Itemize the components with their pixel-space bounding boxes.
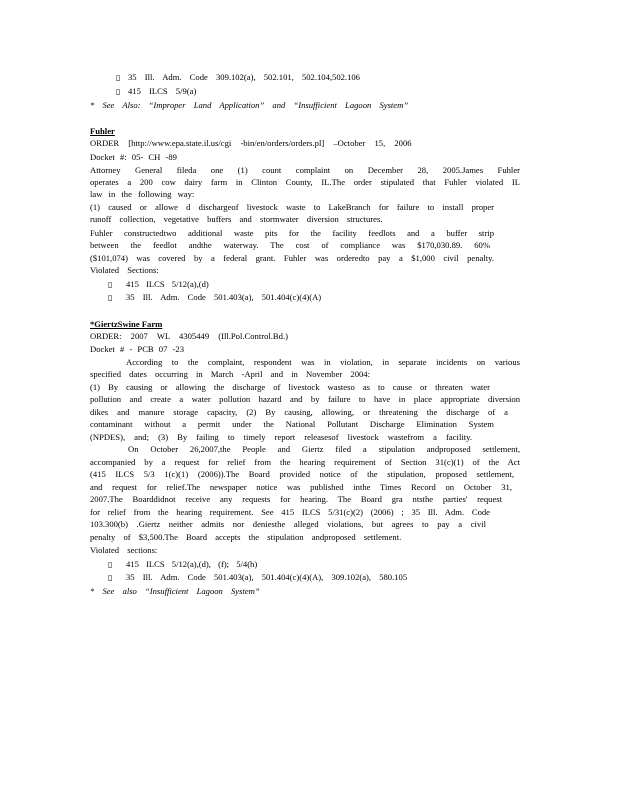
body-line: contaminant without a permit under the National Pollutant Discharge Elimination System <box>90 419 494 429</box>
body-line: ($101,074) was covered by a federal grant. Fuhler was orderedto pay a $1,000 civil penalty. <box>90 253 494 263</box>
body-line: dikes and manure storage capacity, (2) By causing, allowing, or threatening the discharge of a <box>90 407 508 417</box>
body-line: pollution and create a water pollution hazard and by failure to have in place appropriate diversion <box>90 394 520 404</box>
body-line: penalty of $3,500.The Board accepts the stipulation andproposed settlement. <box>90 532 402 542</box>
case-docket: Docket # - PCB 07 -23 <box>90 344 185 354</box>
case-heading: Fuhler <box>90 126 115 136</box>
citation-line: 415 ILCS 5/12(a),(d), (f); 5/4(h) <box>126 559 258 569</box>
body-line: for relief from the hearing requirement. See 415 ILCS 5/31(c)(2) (2006) ; 35 Ill. Adm. Code <box>90 507 490 517</box>
citation-line: 415 ILCS 5/9(a) <box>128 86 197 96</box>
body-line: accompanied by a request for relief from the hearing requirement of Section 31(c)(1) of the Act <box>90 457 520 467</box>
bullet-icon: ▯ <box>116 87 121 96</box>
body-line: and request for relief.The newspaper notice was published inthe Times Record on October 31, <box>90 482 512 492</box>
body-line: 103.300(b) .Giertz neither admits nor deniesthe alleged violations, but agrees to pay a civil <box>90 519 486 529</box>
body-line: Attorney General fileda one (1) count complaint on December 28, 2005.James Fuhler <box>90 165 520 175</box>
see-also-note: * See Also: “Improper Land Application” and “Insufficient Lagoon System” <box>90 100 409 110</box>
bullet-icon: ▯ <box>108 293 113 302</box>
citation-line: 35 Ill. Adm. Code 501.403(a), 501.404(c)(4)(A), 309.102(a), 580.105 <box>126 572 408 582</box>
body-line: Fuhler constructedtwo additional waste pits for the facility feedlots and a buffer strip <box>90 228 494 238</box>
citation-line: 35 Ill. Adm. Code 309.102(a), 502.101, 502.104,502.106 <box>128 72 360 82</box>
body-line: (NPDES), and; (3) By failing to timely report releasesof livestock wastefrom a facility. <box>90 432 472 442</box>
body-line: According to the complaint, respondent was in violation, in separate incidents on various <box>126 357 520 367</box>
bullet-icon: ▯ <box>108 280 113 289</box>
body-line: specified dates occurring in March -April and in November 2004: <box>90 369 370 379</box>
body-line: (1) By causing or allowing the discharge of livestock wasteso as to cause or threaten water <box>90 382 490 392</box>
violated-label: Violated Sections: <box>90 265 159 275</box>
case-order: ORDER: 2007 WL 4305449 (Ill.Pol.Control.Bd.) <box>90 331 288 341</box>
case-heading: *GiertzSwine Farm <box>90 319 163 329</box>
violated-label: Violated sections: <box>90 545 158 555</box>
bullet-icon: ▯ <box>108 560 113 569</box>
see-also-note: * See also “Insufficient Lagoon System” <box>90 586 260 596</box>
bullet-icon: ▯ <box>116 73 121 82</box>
body-line: law in the following way: <box>90 189 195 199</box>
citation-line: 35 Ill. Adm. Code 501.403(a), 501.404(c)(4)(A) <box>126 292 322 302</box>
citation-line: 415 ILCS 5/12(a),(d) <box>126 279 209 289</box>
body-line: operates a 200 cow dairy farm in Clinton County, IL.The order stipulated that Fuhler violated IL <box>90 177 520 187</box>
body-line: (415 ILCS 5/3 1(c)(1) (2006)).The Board provided notice of the stipulation, proposed settlement, <box>90 469 514 479</box>
body-line: runoff collection, vegetative buffers and stormwater diversion structures. <box>90 214 383 224</box>
body-line: 2007.The Boarddidnot receive any requests for hearing. The Board gra ntsthe parties' request <box>90 494 502 504</box>
bullet-icon: ▯ <box>108 573 113 582</box>
body-line: (1) caused or allowe d dischargeof livestock waste to LakeBranch for failure to install proper <box>90 202 494 212</box>
body-line: between the feedlot andthe waterway. The cost of compliance was $170,030.89. 60% <box>90 240 490 250</box>
case-docket: Docket #: 05- CH -89 <box>90 152 177 162</box>
case-order: ORDER [http://www.epa.state.il.us/cgi -bin/en/orders/orders.pl] –October 15, 2006 <box>90 138 412 148</box>
body-line: On October 26,2007,the People and Giertz filed a stipulation andproposed settlement, <box>128 444 520 454</box>
